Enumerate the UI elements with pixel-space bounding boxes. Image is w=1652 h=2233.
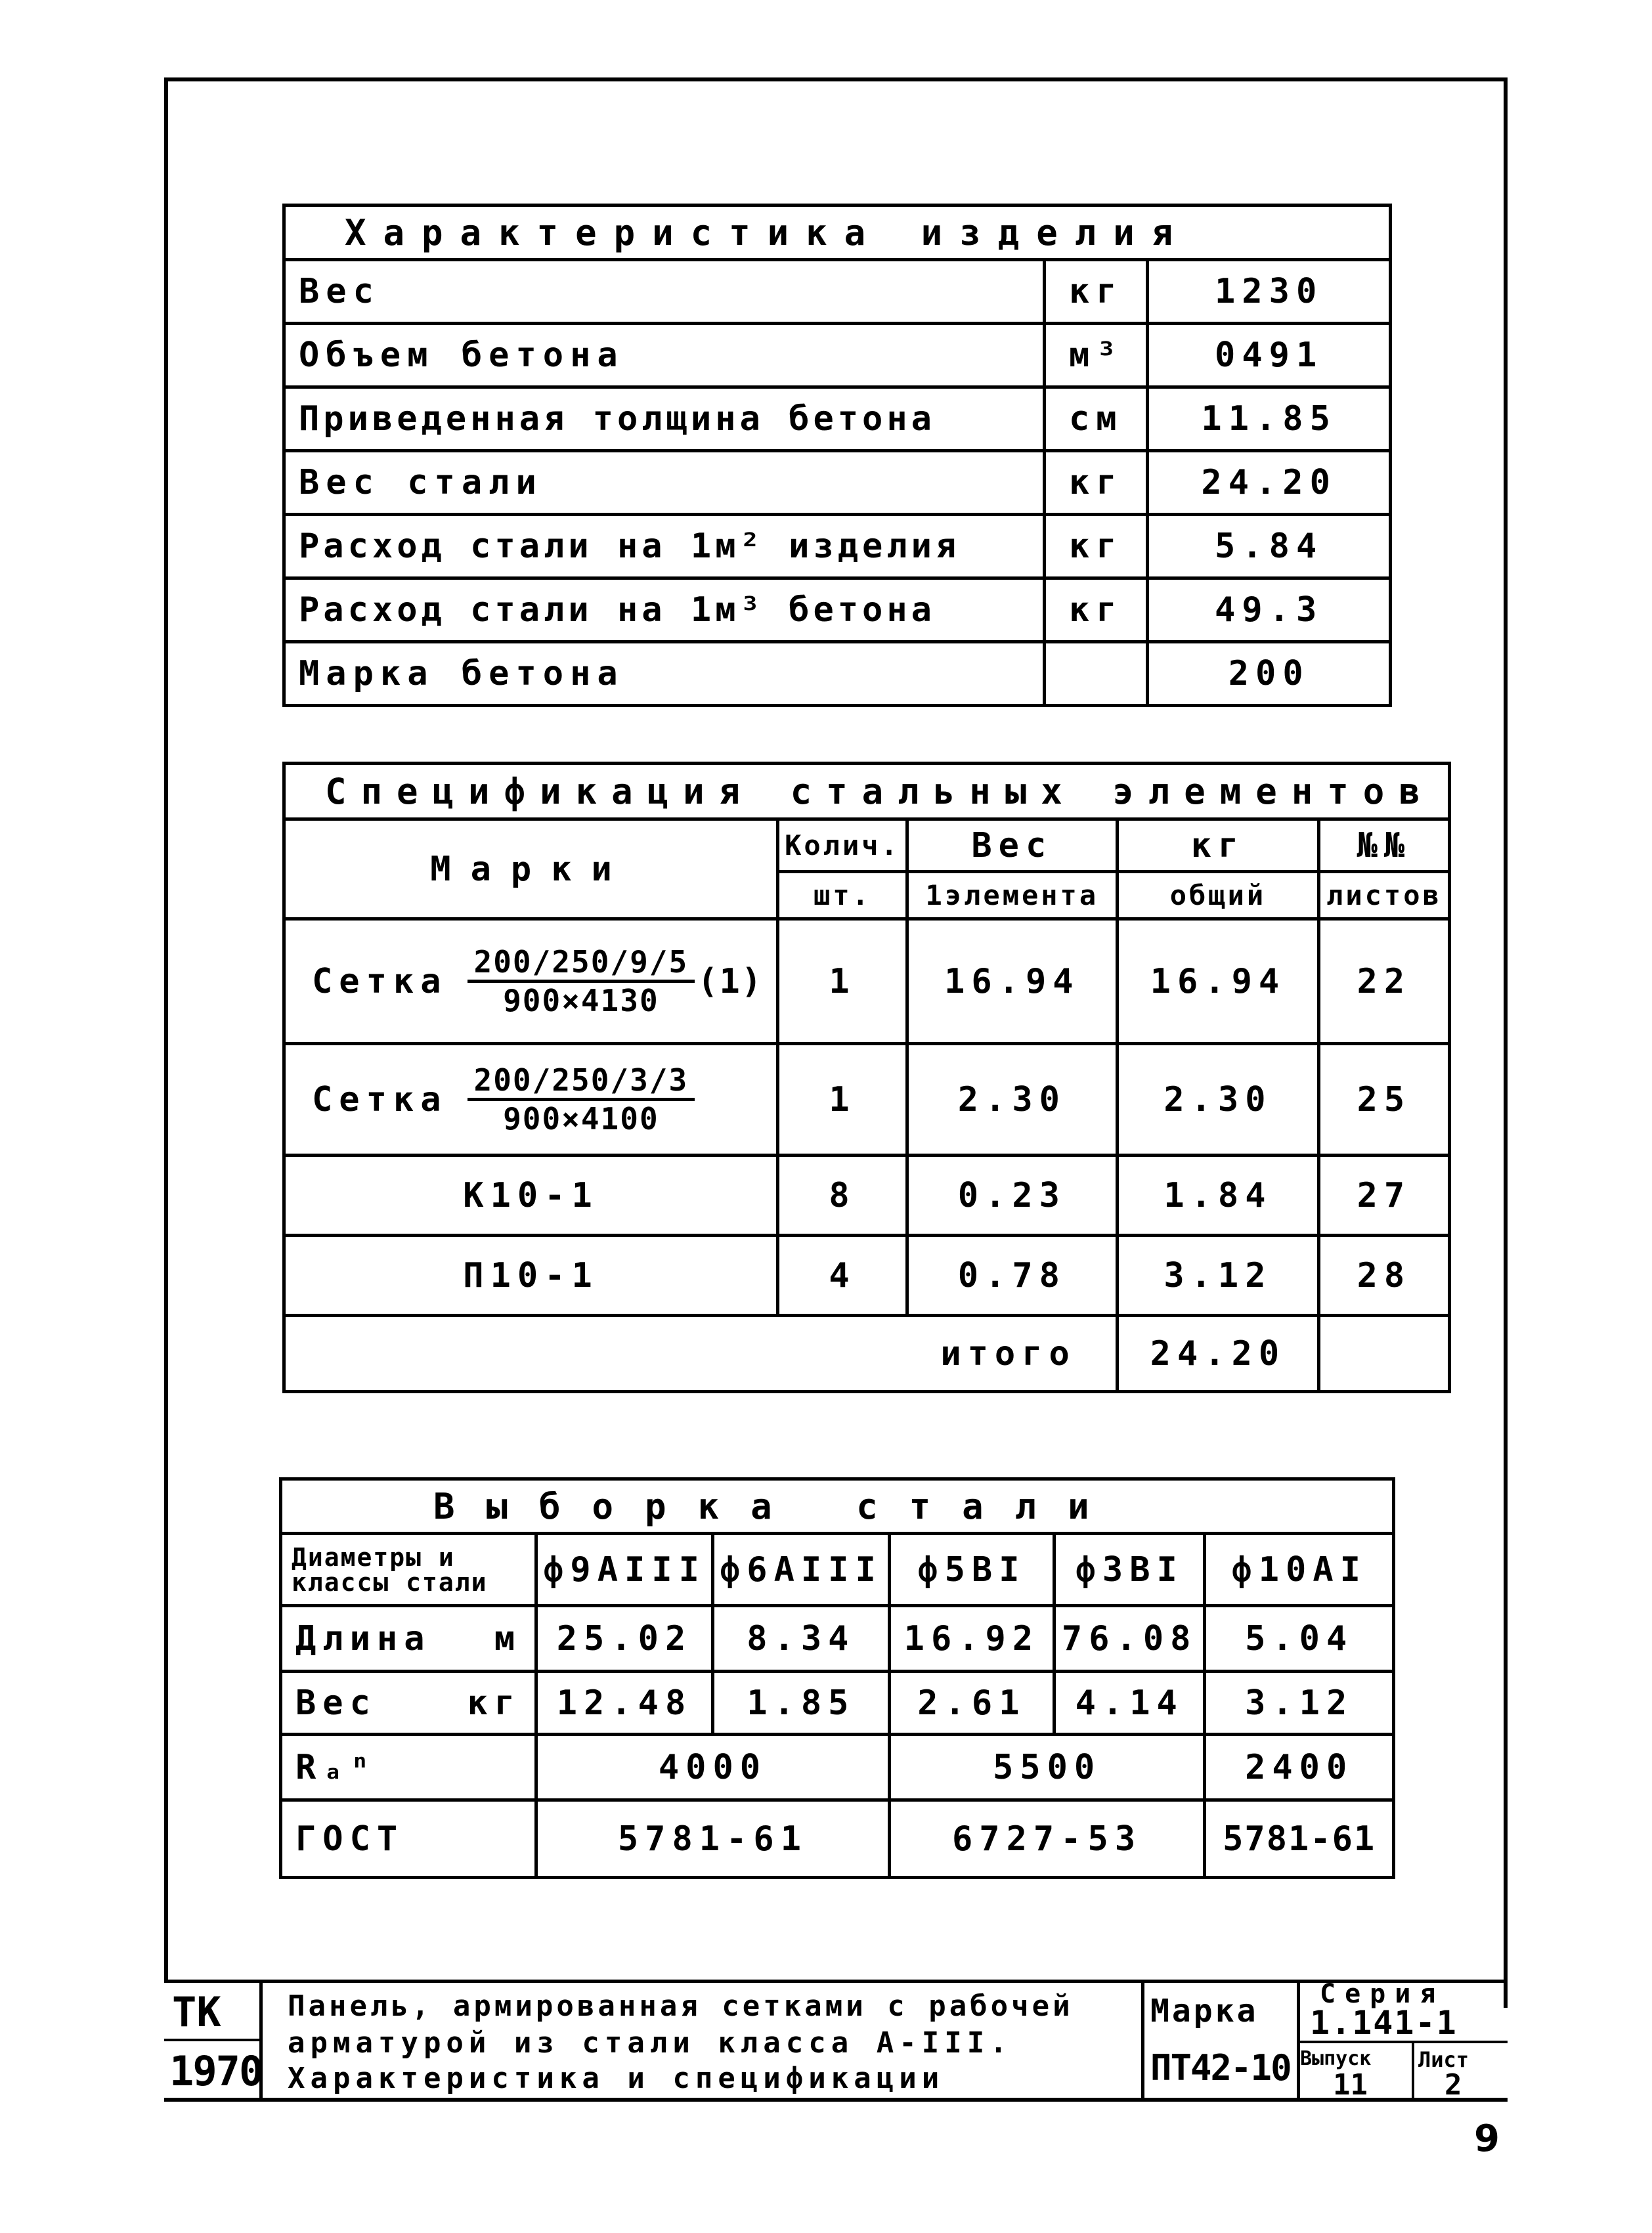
characteristics-table	[282, 204, 1392, 707]
spec-header-qty-unit: шт.	[778, 872, 907, 919]
spec-total-weight: 16.94	[1117, 919, 1318, 1044]
length-value: 16.92	[889, 1606, 1054, 1672]
table-row	[281, 1606, 1394, 1672]
mark-value: ПТ42-10	[1150, 2047, 1291, 2089]
weight-value: 3.12	[1205, 1672, 1394, 1735]
spec-element-weight: 2.30	[907, 1044, 1117, 1156]
char-unit: см	[1045, 387, 1148, 451]
table-row	[281, 1800, 1394, 1878]
steel-col-header: ф3ВI	[1054, 1534, 1205, 1606]
title-block-divider	[164, 2039, 263, 2041]
gost-value: 5781-61	[1205, 1800, 1394, 1878]
steel-header-label: Диаметры и классы стали	[281, 1534, 536, 1606]
mesh-numerator: 200/250/3/3	[467, 1062, 695, 1101]
drawing-title-line3: Характеристика и спецификации	[288, 2062, 945, 2095]
spec-header-sheets: листов	[1319, 872, 1450, 919]
specification-title: Спецификация стальных элементов	[284, 764, 1450, 819]
gost-value: 6727-53	[889, 1800, 1205, 1878]
table-row	[284, 515, 1391, 578]
spec-qty: 8	[778, 1156, 907, 1236]
length-unit: м	[494, 1618, 522, 1658]
steel-selection-table	[279, 1477, 1395, 1879]
table-row	[284, 1156, 1450, 1236]
spec-sheet: 25	[1319, 1044, 1450, 1156]
spec-header-total: общий	[1117, 872, 1318, 919]
spec-header-marks: Марки	[284, 819, 778, 919]
table-row	[284, 1044, 1450, 1156]
char-name: Вес стали	[284, 451, 1045, 515]
char-value: 24.20	[1148, 451, 1391, 515]
length-value: 5.04	[1205, 1606, 1394, 1672]
frame-right-border	[1504, 77, 1508, 2008]
spec-header-weight: Вес	[907, 819, 1117, 872]
mesh-denominator: 900×4100	[503, 1101, 659, 1137]
spec-total-label: итого	[284, 1316, 1118, 1392]
weight-value: 12.48	[536, 1672, 713, 1735]
char-name: Расход стали на 1м² изделия	[284, 515, 1045, 578]
char-name: Вес	[284, 260, 1045, 324]
drawing-title-line1: Панель, армированная сетками с рабочей	[288, 1989, 1074, 2023]
spec-total-empty	[1319, 1316, 1450, 1392]
specification-table	[282, 762, 1451, 1393]
char-unit	[1045, 642, 1148, 706]
steel-selection-title: Выборка стали	[281, 1479, 1394, 1534]
ra-value: 5500	[889, 1735, 1205, 1800]
issue-value: 11	[1333, 2068, 1368, 2102]
ra-label: Rₐⁿ	[281, 1735, 536, 1800]
spec-mark: К10-1	[284, 1156, 778, 1236]
spec-mark-prefix: Сетка	[312, 1079, 448, 1119]
weight-value: 4.14	[1054, 1672, 1205, 1735]
steel-col-header: ф9АIII	[536, 1534, 713, 1606]
table-row	[284, 451, 1391, 515]
length-label-cell	[281, 1606, 536, 1672]
spec-header-sheets-no: №№	[1319, 819, 1450, 872]
spec-sheet: 28	[1319, 1236, 1450, 1316]
spec-mark: П10-1	[284, 1236, 778, 1316]
mesh-denominator: 900×4130	[503, 983, 659, 1018]
spec-total-value: 24.20	[1117, 1316, 1318, 1392]
ra-value: 4000	[536, 1735, 890, 1800]
frame-top-border	[164, 77, 1508, 81]
spec-header-per-element: 1элемента	[907, 872, 1117, 919]
char-unit: кг	[1045, 260, 1148, 324]
series-value: 1.141-1	[1310, 2004, 1458, 2042]
title-block-top-line	[164, 1980, 1508, 1983]
spec-element-weight: 16.94	[907, 919, 1117, 1044]
char-unit: кг	[1045, 578, 1148, 642]
series-label: Серия	[1320, 1979, 1445, 2009]
spec-qty: 4	[778, 1236, 907, 1316]
org-code: ТК	[172, 1988, 221, 2036]
spec-total-row	[284, 1316, 1450, 1392]
spec-header-weight-unit: кг	[1117, 819, 1318, 872]
char-value: 11.85	[1148, 387, 1391, 451]
spec-sheet: 22	[1319, 919, 1450, 1044]
spec-total-weight: 1.84	[1117, 1156, 1318, 1236]
table-row	[284, 260, 1391, 324]
weight-label-cell	[281, 1672, 536, 1735]
steel-header-row	[281, 1534, 1394, 1606]
table-row	[284, 578, 1391, 642]
steel-col-header: ф6АIII	[712, 1534, 889, 1606]
weight-unit: кг	[467, 1683, 522, 1723]
length-value: 76.08	[1054, 1606, 1205, 1672]
characteristics-title: Характеристика изделия	[284, 206, 1391, 260]
title-block-bottom-line	[164, 2098, 1508, 2102]
ra-value: 2400	[1205, 1735, 1394, 1800]
steel-col-header: ф10АI	[1205, 1534, 1394, 1606]
issue-label: Выпуск	[1300, 2047, 1372, 2070]
mesh-suffix: (1)	[697, 961, 764, 1001]
table-row	[284, 642, 1391, 706]
spec-mark-cell	[284, 919, 778, 1044]
spec-mark-cell	[284, 1044, 778, 1156]
table-row	[284, 387, 1391, 451]
char-value: 0491	[1148, 324, 1391, 387]
length-value: 8.34	[712, 1606, 889, 1672]
char-unit: м³	[1045, 324, 1148, 387]
spec-qty: 1	[778, 919, 907, 1044]
char-unit: кг	[1045, 515, 1148, 578]
specification-title-row	[284, 764, 1450, 819]
char-value: 5.84	[1148, 515, 1391, 578]
title-block-divider	[1141, 1980, 1144, 2102]
table-row	[281, 1735, 1394, 1800]
table-row	[281, 1672, 1394, 1735]
table-row	[284, 324, 1391, 387]
char-unit: кг	[1045, 451, 1148, 515]
length-value: 25.02	[536, 1606, 713, 1672]
drawing-title-line2: арматурой из стали класса А-III.	[288, 2026, 1012, 2060]
weight-value: 2.61	[889, 1672, 1054, 1735]
char-value: 49.3	[1148, 578, 1391, 642]
char-name: Марка бетона	[284, 642, 1045, 706]
length-label: Длина	[295, 1618, 431, 1658]
steel-col-header: ф5ВI	[889, 1534, 1054, 1606]
gost-label: ГОСТ	[281, 1800, 536, 1878]
table-row	[284, 919, 1450, 1044]
year: 1970	[169, 2047, 263, 2095]
mesh-fraction	[467, 944, 695, 1018]
weight-value: 1.85	[712, 1672, 889, 1735]
spec-element-weight: 0.78	[907, 1236, 1117, 1316]
gost-value: 5781-61	[536, 1800, 890, 1878]
spec-qty: 1	[778, 1044, 907, 1156]
spec-total-weight: 2.30	[1117, 1044, 1318, 1156]
mesh-fraction	[467, 1062, 695, 1137]
spec-element-weight: 0.23	[907, 1156, 1117, 1236]
spec-mark-prefix: Сетка	[312, 961, 448, 1001]
spec-header-qty: Колич.	[778, 819, 907, 872]
mesh-numerator: 200/250/9/5	[467, 944, 695, 983]
characteristics-title-row	[284, 206, 1391, 260]
page-number: 9	[1474, 2117, 1500, 2160]
char-name: Расход стали на 1м³ бетона	[284, 578, 1045, 642]
sheet-value: 2	[1445, 2068, 1462, 2102]
steel-selection-title-row	[281, 1479, 1394, 1534]
spec-total-weight: 3.12	[1117, 1236, 1318, 1316]
spec-sheet: 27	[1319, 1156, 1450, 1236]
char-value: 200	[1148, 642, 1391, 706]
char-value: 1230	[1148, 260, 1391, 324]
table-row	[284, 1236, 1450, 1316]
sheet-label: Лист	[1418, 2047, 1469, 2072]
mark-label: Марка	[1150, 1993, 1259, 2029]
title-block-divider	[1412, 2041, 1414, 2102]
char-name: Объем бетона	[284, 324, 1045, 387]
frame-left-border	[164, 77, 168, 1982]
spec-header-row	[284, 819, 1450, 872]
weight-label: Вес	[295, 1683, 377, 1723]
char-name: Приведенная толщина бетона	[284, 387, 1045, 451]
